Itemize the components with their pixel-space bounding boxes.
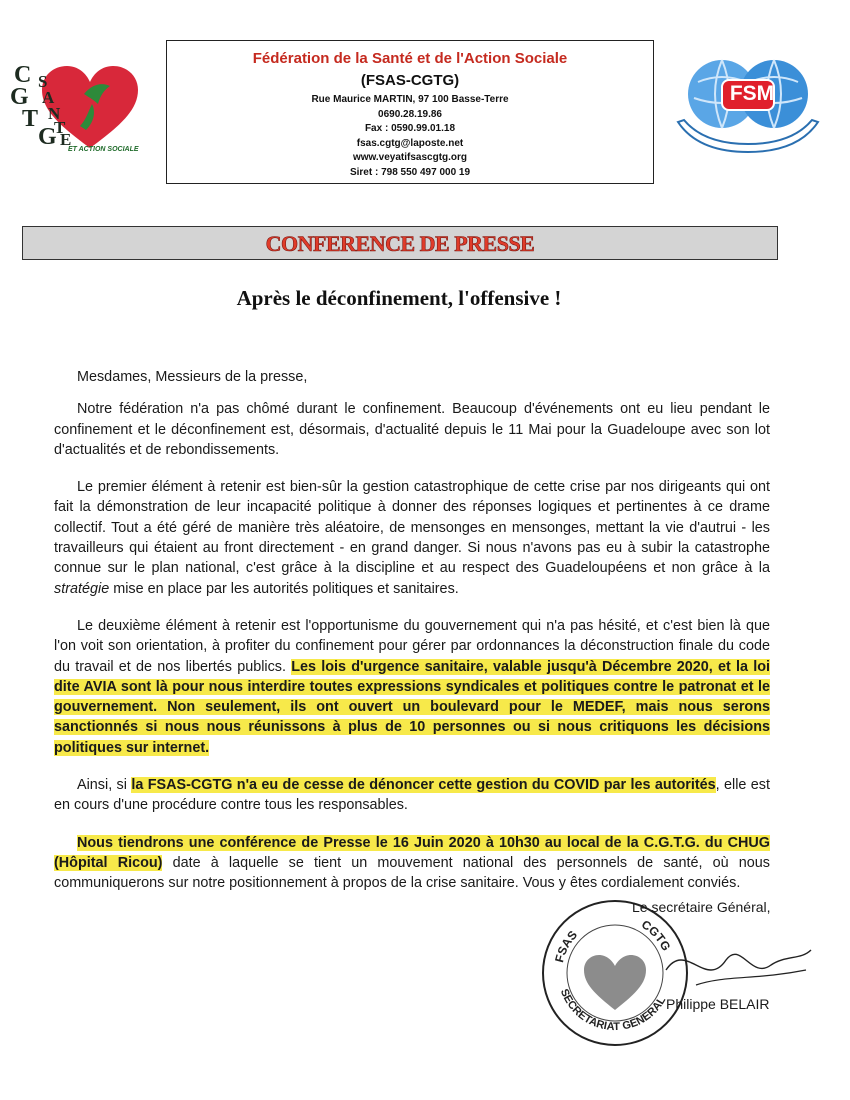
signatory-name: Philippe BELAIR xyxy=(666,996,770,1012)
paragraph-5-end: date à laquelle se tient un mouvement national des personnels de santé, où nous communiquerons sur notre positionnement à propos de la crise sanitaire. Vous y êtes cordialement conviés. xyxy=(54,854,770,892)
paragraph-2-italic: stratégie xyxy=(54,580,110,597)
document-subtitle: Après le déconfinement, l'offensive ! xyxy=(236,286,562,310)
paragraph-4-highlight: la FSAS-CGTG n'a eu de cesse de dénoncer cette gestion du COVID par les autorités xyxy=(131,777,716,794)
logo-letter-t2: T xyxy=(54,118,66,137)
federation-title: Fédération de la Santé et de l'Action Sociale xyxy=(252,50,568,67)
paragraph-3-highlight: Les lois d'urgence sanitaire, valable jusqu'à Décembre 2020, et la loi dite AVIA sont là pour nous interdire toutes expressions syndicales et politiques contre le patronat et le gouvernement. Non seulement, ils ont ouvert un boulevard pour le MEDEF, mais nous serons sanctionnés si nous nous réunissons à plus de 10 personnes ou si nous critiquons les décisions politiques sur internet. xyxy=(54,658,770,756)
fsm-logo xyxy=(668,52,828,164)
banner-label: CONFERENCE DE PRESSE xyxy=(265,231,535,256)
siret-line: Siret : 798 550 497 000 19 xyxy=(349,166,471,178)
federation-abbreviation: (FSAS-CGTG) xyxy=(360,72,460,89)
website-line: www.veyatifsascgtg.org xyxy=(352,152,468,163)
letter-body xyxy=(54,367,770,911)
letterhead-box xyxy=(166,40,654,184)
logo-subtitle: ET ACTION SOCIALE xyxy=(68,146,139,153)
stamp-bottom-text: SECRETARIAT GENERAL xyxy=(557,987,669,1034)
paragraph-4-end: , elle est en cours d'une procédure contre tous les responsables. xyxy=(54,777,770,814)
address-line: Rue Maurice MARTIN, 97 100 Basse-Terre xyxy=(311,94,509,105)
fax-line: Fax : 0590.99.01.18 xyxy=(364,123,456,134)
email-line: fsas.cgtg@laposte.net xyxy=(356,137,464,149)
globe-hands-icon xyxy=(668,52,828,164)
cgtg-sante-logo xyxy=(8,58,148,162)
paragraph-5-highlight: Nous tiendrons une conférence de Presse le 16 Juin 2020 à 10h30 au local de la C.G.T.G. du CHUG (Hôpital Ricou) xyxy=(54,834,770,871)
paragraph-4-text: Ainsi, si xyxy=(77,777,132,794)
stamp-top-text: FSAS xyxy=(552,927,580,964)
stamp-right-text: CGTG xyxy=(638,917,674,954)
logo-letter-s: S xyxy=(38,72,48,91)
logo-letter-e: E xyxy=(60,130,72,149)
press-conference-banner xyxy=(22,226,778,260)
paragraph-4 xyxy=(54,775,770,816)
paragraph-1: Notre fédération n'a pas chômé durant le confinement. Beaucoup d'événements ont eu lieu pendant le confinement et le déconfinement est, désormais, d'actualité depuis le 11 Mai pour la Guadeloupe avec son lot d'actualités et de rebondissements. xyxy=(54,401,770,458)
fsm-label: FSM xyxy=(729,82,775,105)
paragraph-2-text: Le premier élément à retenir est bien-sûr la gestion catastrophique de cette crise par nos dirigeants qui ont fait la démonstration de leur incapacité politique à donner des réponses logiques et pertinentes à ce drame collectif. Tout a été géré de manière très aléatoire, de mensonges en mensonges, mettant la vie d'autrui - les travailleurs qui étaient au front directement - en grand danger. Si nous n'avons pas eu à subir la catastrophe connue sur le plan national, c'est grâce à la discipline et au respect des Guadeloupéens et non grâce à la xyxy=(54,479,770,577)
paragraph-5 xyxy=(54,833,770,894)
salutation: Mesdames, Messieurs de la presse, xyxy=(77,369,308,385)
logo-letter-a: A xyxy=(42,88,55,107)
logo-letter-g2: G xyxy=(38,124,57,150)
paragraph-3 xyxy=(54,616,770,758)
logo-letter-t: T xyxy=(22,106,39,132)
signatory-title: Le secrétaire Général, xyxy=(632,899,771,915)
paragraph-2-end: mise en place par les autorités politiques et sanitaires. xyxy=(109,580,459,597)
logo-letter-g: G xyxy=(10,84,29,110)
logo-letter-n: N xyxy=(48,104,61,123)
paragraph-2 xyxy=(54,477,770,599)
paragraph-3-text: Le deuxième élément à retenir est l'opportunisme du gouvernement qui n'a pas hésité, et c'est bien là que l'on voit son orientation, à profiter du confinement pour gérer par ordonnances la déconstruction finale du code du travail et de nos libertés publics. xyxy=(54,617,770,675)
phone-line: 0690.28.19.86 xyxy=(378,108,442,120)
logo-letter-c: C xyxy=(14,62,32,88)
handwritten-signature xyxy=(656,930,816,1000)
